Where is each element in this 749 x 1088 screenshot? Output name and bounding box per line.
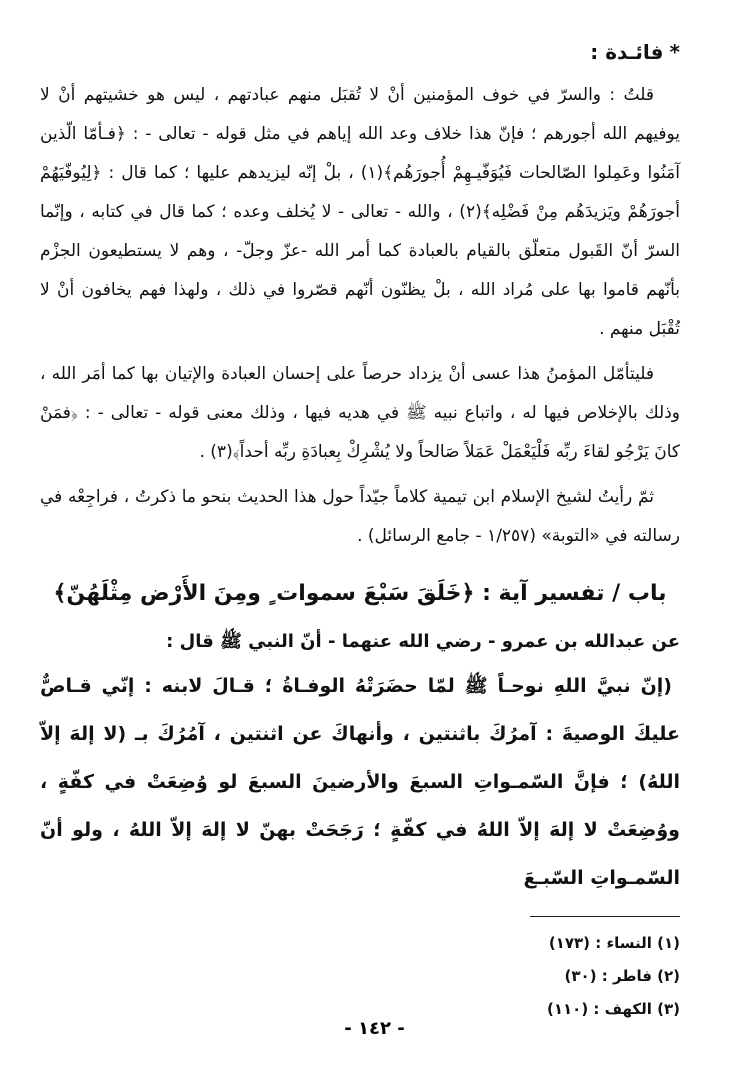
chapter-title: باب / تفسير آية : ﴿خَلَقَ سَبْعَ سموات ٍ ومِنَ الأَرْض مِثْلَهُنّ﴾ xyxy=(53,581,667,606)
hadith-text: (إنّ نبيَّ اللهِ نوحـاً ﷺ لمّا حضَرَتْهُ الوفـاةُ ؛ قـالَ لابنه : إنّي قـاصٌّ عليكَ الوصيةَ : آمرُكَ باثنتين ، وأنهاكَ عن اثنتين ، آمُرُكَ بـ (لا إلهَ إلاّ اللهُ) ؛ فإنَّ السّمـواتِ السبعَ والأرضينَ السبعَ لو وُضِعَتْ في كفّةٍ ، ووُضِعَتْ لا إلهَ إلاّ اللهُ في كفّةٍ ؛ رَجَحَتْ بهنّ لا إلهَ إلاّ اللهُ ، ولو أنّ السّمـواتِ السّبـعَ xyxy=(40,675,680,889)
page-number: - ١٤٢ - xyxy=(344,1018,405,1039)
paragraph-1: قلتُ : والسرّ في خوف المؤمنين أنْ لا تُقبَل منهم عبادتهم ، ليس هو خشيتهم أنْ لا يوفيهم الله أجورهم ؛ فإنّ هذا خلاف وعد الله إياهم في مثل قوله - تعالى - : ﴿فـأمّا الّذين آمَنُوا وعَمِلوا الصّالحات فَيُوَفّيـهِمْ أُجورَهُم﴾(١) ، بلْ إنّه ليزيدهم عليها ؛ كما قال : ﴿لِيُوفّيَهُمْ أجورَهُمْ ويَزيدَهُم مِنْ فَضْلِه﴾(٢) ، والله - تعالى - لا يُخلف وعده ؛ كما قال في كتابه ، وإنّما السرّ أنّ القَبول متعلّق بالقيام بالعبادة كما أمر الله -عزّ وجلّ- ، وهم لا يستطيعون الجزْم بأنّهم قاموا بها على مُراد الله ، بلْ يظنّون أنّهم قصّروا في ذلك ، ولهذا فهم يخافون أنْ لا تُقْبَل منهم . xyxy=(40,85,680,339)
footnote-1: (١) النساء : (١٧٣) xyxy=(548,934,680,952)
narration-line: عن عبدالله بن عمرو - رضي الله عنهما - أنّ النبي ﷺ قال : xyxy=(166,631,680,652)
paragraph-2: فليتأمّل المؤمنُ هذا عسى أنْ يزداد حرصاً على إحسان العبادة والإتيان بها كما أمَر الله ، وذلك بالإخلاص فيها له ، واتباع نبيه ﷺ في هديه فيها ، وذلك معنى قوله - تعالى - : ﴿فمَنْ كانَ يَرْجُو لقاءَ ربِّه فَلْيَعْمَلْ عَمَلاً صَالحاً ولا يُشْرِكْ بِعبادَةِ ربِّه أحداً﴾(٣) . xyxy=(40,364,680,462)
benefit-heading xyxy=(40,40,680,64)
footnote-3: (٣) الكهف : (١١٠) xyxy=(547,1000,680,1018)
footnote-2: (٢) فاطر : (٣٠) xyxy=(564,967,680,985)
paragraph-3: ثمّ رأيتُ لشيخ الإسلام ابن تيمية كلاماً جيّداً حول هذا الحديث بنحو ما ذكرتُ ، فراجِعْه في رسالته في «التوبة» (١/٢٥٧ - جامع الرسائل) . xyxy=(40,487,680,546)
heading-star: * xyxy=(669,40,680,64)
heading-title: فائـدة : xyxy=(590,40,664,64)
document-page xyxy=(40,40,680,1026)
footnote-divider xyxy=(530,916,680,917)
